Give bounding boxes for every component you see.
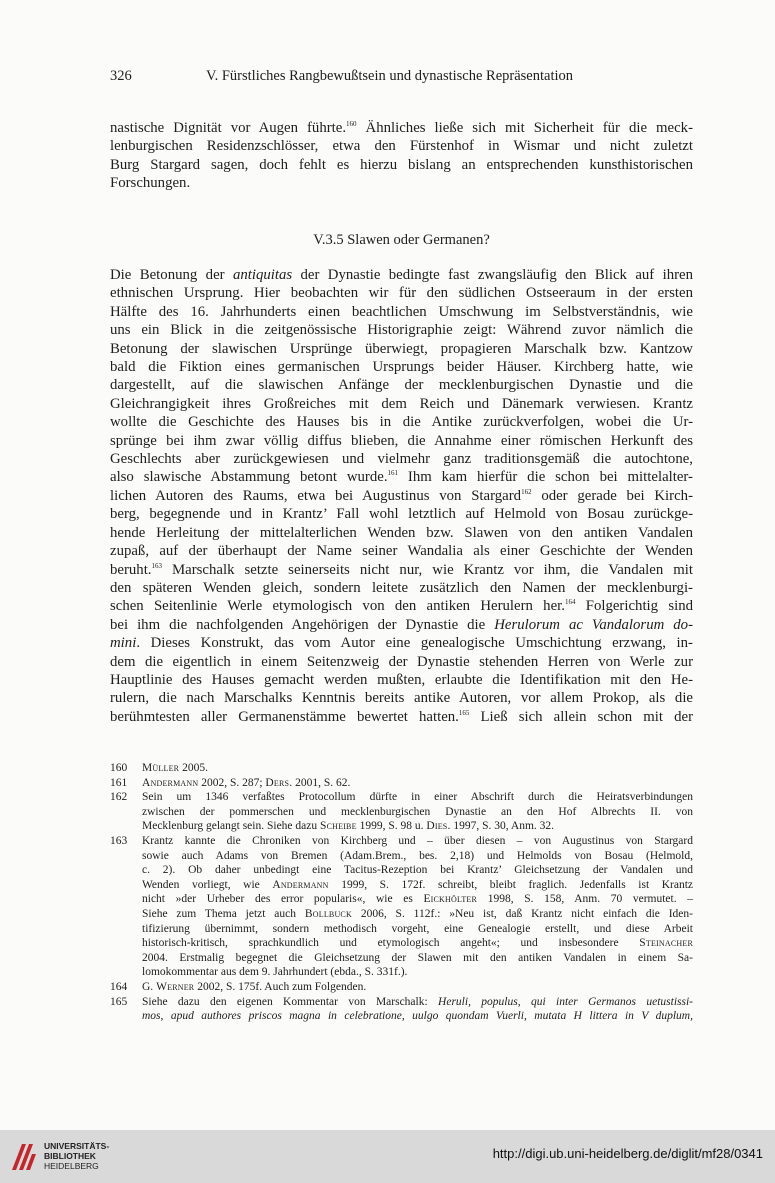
text-line: also slawische Abstammung betont wurde.$^{161}$ Ihm kam hierfür die schon bei mittelalter- — [110, 469, 693, 486]
text-line: ethnischen Ursprung. Hier beobachten wir für den südlichen Ostseeraum in der ersten — [110, 285, 693, 302]
text-line: beruht.$^{163}$ Marschalk setzte seinerseits nicht nur, wie Krantz vor ihm, die Vandalen mit — [110, 561, 693, 578]
text-line: bald die Fiktion eines germanischen Ursprungs beider Häuser. Kirchberg hatte, wie — [110, 359, 693, 376]
footnote-ref-162[interactable]: 162 — [521, 487, 532, 496]
text-line: Hauptlinie des Hauses gemacht werden mußten, erlaubte die Identifikation mit den He- — [110, 671, 693, 688]
section-heading: V.3.5 Slawen oder Germanen? — [313, 232, 490, 248]
text-line: den späteren Wenden gleich, sondern leitete zusätzlich den Namen der mecklenburgi- — [110, 579, 693, 596]
footnotes — [110, 761, 693, 1024]
text-line: zupaß, auf der überhaupt der Name seiner Wandalia als einer Geschichte der Wenden — [110, 543, 693, 560]
text-line: schen Seitenlinie Werle etymologisch von den antiken Herulern her.$^{164}$ Folgerichtig sind — [110, 598, 693, 615]
text-line: bei ihm die nachfolgenden Angehörigen der Dynastie die Herulorum ac Vandalorum do- — [110, 616, 693, 633]
main-paragraph — [110, 266, 693, 726]
footnote-ref-164[interactable]: 164 — [564, 598, 576, 607]
text-line: Geschlechts aber zurückgewiesen und vielmehr ganz traditionsgemäß die autochtone, — [110, 451, 693, 468]
text-line: Gleichrangigkeit ihres Großreiches mit dem Reich und Dänemark verwiesen. Krantz — [110, 395, 693, 412]
text-line: dargestellt, auf die slawischen Anfänge der mecklenburgischen Dynastie und die — [110, 377, 693, 394]
text-line: Hälfte des 16. Jahrhunderts einen beachtlichen Umschwung im Selbstverständnis, wie — [110, 303, 693, 320]
intro-paragraph — [110, 119, 693, 193]
text-line: berg, begegnende und in Krantz’ Fall wohl letztlich auf Helmold von Bosau zurückge- — [110, 506, 693, 523]
running-title: V. Fürstliches Rangbewußtsein und dynastische Repräsentation — [206, 68, 574, 84]
footnote-160: 160 Müller 2005. — [110, 762, 208, 774]
text-line: wollte die Geschichte des Hauses bis in die Antike zurückverfolgen, wobei die Ur- — [110, 414, 693, 431]
text-line: uns ein Blick in die zeitgenössische Historigraphie zeigt: Während zuvor nämlich die — [110, 322, 693, 339]
footnote-ref-161[interactable]: 161 — [387, 469, 399, 478]
footnote-164: 164 G. Werner 2002, S. 175f. Auch zum Folgenden. — [110, 980, 367, 993]
text-line: berühmtesten aller Germanenstämme bewertet hatten.$^{165}$ Ließ sich allein schon mit der — [110, 708, 693, 725]
footnote-165: 165 Siehe dazu den eigenen Kommentar von Marschalk: Heruli, populus, qui inter Germanos uetustissi- mos, apud authores priscos magna in celebratione, uulgo quondam Vuerli, mutata H littera in V duplum, — [110, 995, 694, 1023]
library-logo-icon — [8, 1140, 38, 1174]
footnote-162: 162 Sein um 1346 verfaßtes Protocollum dürfte in einer Abschrift durch die Heiratsverbindungen zwischen der pommerschen und mecklenburgischen Dynastie an den Hof Albrechts II. von Mecklenburg gelangt sein. Siehe dazu Scheibe 1999, S. 98 u. Dies. 1997, S. 30, Anm. 32. — [110, 791, 693, 833]
page-number: 326 — [110, 68, 132, 84]
footnote-ref-165[interactable]: 165 — [458, 708, 470, 717]
text-line: lichen Autoren des Raums, etwa bei Augustinus von Stargard$^{162}$ oder gerade bei Kirch- — [110, 487, 693, 504]
page-url-link[interactable]: http://digi.ub.uni-heidelberg.de/diglit/mf28/0341 — [492, 1146, 763, 1161]
footnote-161: 161 Andermann 2002, S. 287; Ders. 2001, S. 62. — [110, 776, 351, 789]
text-line: Betonung der slawischen Ursprünge überwiegt, propagieren Marschalk bzw. Kantzow — [110, 340, 693, 357]
viewer-footer — [0, 1130, 775, 1183]
text-line: Die Betonung der antiquitas der Dynastie bedingte fast zwangsläufig den Blick auf ihren — [110, 267, 693, 283]
footnote-163: 163 Krantz kannte die Chroniken von Kirchberg und – über diesen – von Augustinus von Stargard sowie auch Adams von Bremen (Adam.Brem., bes. 2,18) und Helmolds von Bosau (Helmold, c. 2). Ob daher unbedingt eine Tacitus-Rezeption bei Krantz’ Gleichsetzung der Vandalen und Wenden vorliegt, wie Andermann 1999, S. 172f. schreibt, bleibt fraglich. Jedenfalls ist Krantz nicht »der Urheber des error popularis«, wie es Eickhölter 1998, S. 158, Anm. 70 vermutet. – Siehe zum Thema jetzt auch Bollbuck 2006, S. 112f.: »Neu ist, daß Krantz nicht einfach die Iden- tifizierung übernimmt, sondern methodisch vorgeht, eine Genealogie erstellt, und diese Arbeit historisch-kritisch, sprachkundlich und etymologisch angeht«; und insbesondere Steinacher 2004. Erstmalig begegnet die Gleichsetzung der Slawen mit den antiken Vandalen in einem Sa- lomokommentar aus dem 9. Jahrhundert (ebda., S. 331f.). — [110, 834, 693, 979]
text-line: dem die eigentlich in einem Seitenzweig der Dynastie stehenden Herren von Werle zur — [110, 653, 693, 670]
library-logo[interactable] — [8, 1138, 158, 1178]
text-line: Forschungen. — [110, 175, 191, 192]
text-line: nastische Dignität vor Augen führte.$^{160}$ Ähnliches ließe sich mit Sicherheit für die meck- — [110, 120, 693, 136]
text-line: sprünge bei ihm zwar völlig diffus blieben, die Annahme einer römischen Herkunft des — [110, 432, 693, 449]
footnote-ref-163[interactable]: 163 — [151, 561, 163, 570]
text-line: rulern, die nach Marschalks Kenntnis bereits antike Autoren, vor allem Prokop, als die — [110, 690, 693, 707]
footnote-ref-160[interactable]: 160 — [346, 120, 357, 128]
library-logo-text: UNIVERSITÄTS- BIBLIOTHEK HEIDELBERG — [44, 1141, 110, 1171]
text-line: hende Herleitung der mittelalterlichen Wenden bzw. Slawen von den antiken Vandalen — [110, 524, 693, 541]
text-line: lenburgischen Residenzschlösser, etwa den Fürstenhof in Wismar und nicht zuletzt — [110, 138, 693, 155]
text-line: mini. Dieses Konstrukt, das vom Autor eine genealogische Umschichtung erzwang, in- — [110, 635, 693, 652]
text-line: Burg Stargard sagen, doch fehlt es hierzu bislang an entsprechenden kunsthistorischen — [110, 156, 693, 173]
